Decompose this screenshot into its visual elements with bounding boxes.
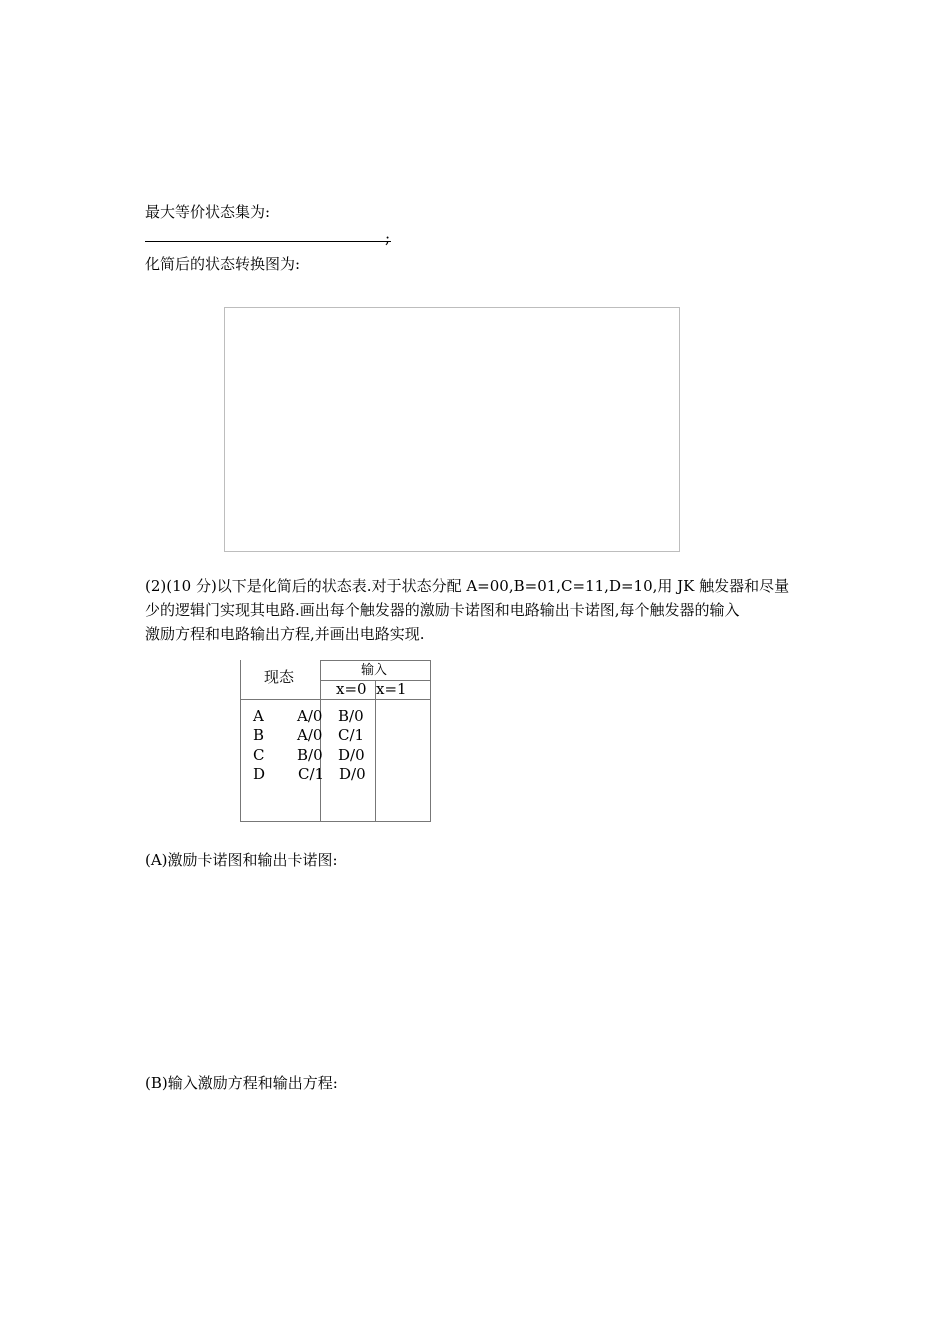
input-header: 输入 (361, 663, 388, 678)
next-state-x1: D/0 (338, 746, 365, 764)
next-state-x0: A/0 (297, 726, 323, 744)
next-state-x1: C/1 (338, 726, 365, 744)
state-cell: D (253, 765, 266, 783)
semicolon: ; (385, 229, 391, 247)
present-state-header: 现态 (264, 668, 295, 686)
question-2-line: 少的逻辑门实现其电路.画出每个触发器的激励卡诺图和电路输出卡诺图,每个触发器的输入 (145, 601, 740, 619)
next-state-x0: C/1 (298, 765, 325, 783)
state-table (240, 660, 431, 822)
column-header-x1: x=1 (376, 680, 407, 698)
part-a-label: (A)激励卡诺图和输出卡诺图: (145, 851, 338, 869)
max-equivalent-states-label: 最大等价状态集为: (145, 203, 271, 221)
question-2-text (145, 574, 815, 646)
state-cell: A (253, 707, 264, 725)
next-state-x0: B/0 (297, 746, 323, 764)
reduced-diagram-label: 化简后的状态转换图为: (145, 255, 301, 273)
next-state-x1: D/0 (339, 765, 366, 783)
next-state-x1: B/0 (338, 707, 364, 725)
column-header-x0: x=0 (336, 680, 367, 698)
state-diagram-answer-box (224, 307, 680, 552)
state-cell: C (253, 746, 265, 764)
part-b-label: (B)输入激励方程和输出方程: (145, 1074, 338, 1092)
next-state-x0: A/0 (297, 707, 323, 725)
state-cell: B (253, 726, 265, 744)
answer-blank-line (145, 241, 391, 242)
question-2-line: (2)(10 分)以下是化简后的状态表.对于状态分配 A=00,B=01,C=11,D=10,用 JK 触发器和尽量 (145, 577, 790, 595)
question-2-line: 激励方程和电路输出方程,并画出电路实现. (145, 625, 425, 643)
